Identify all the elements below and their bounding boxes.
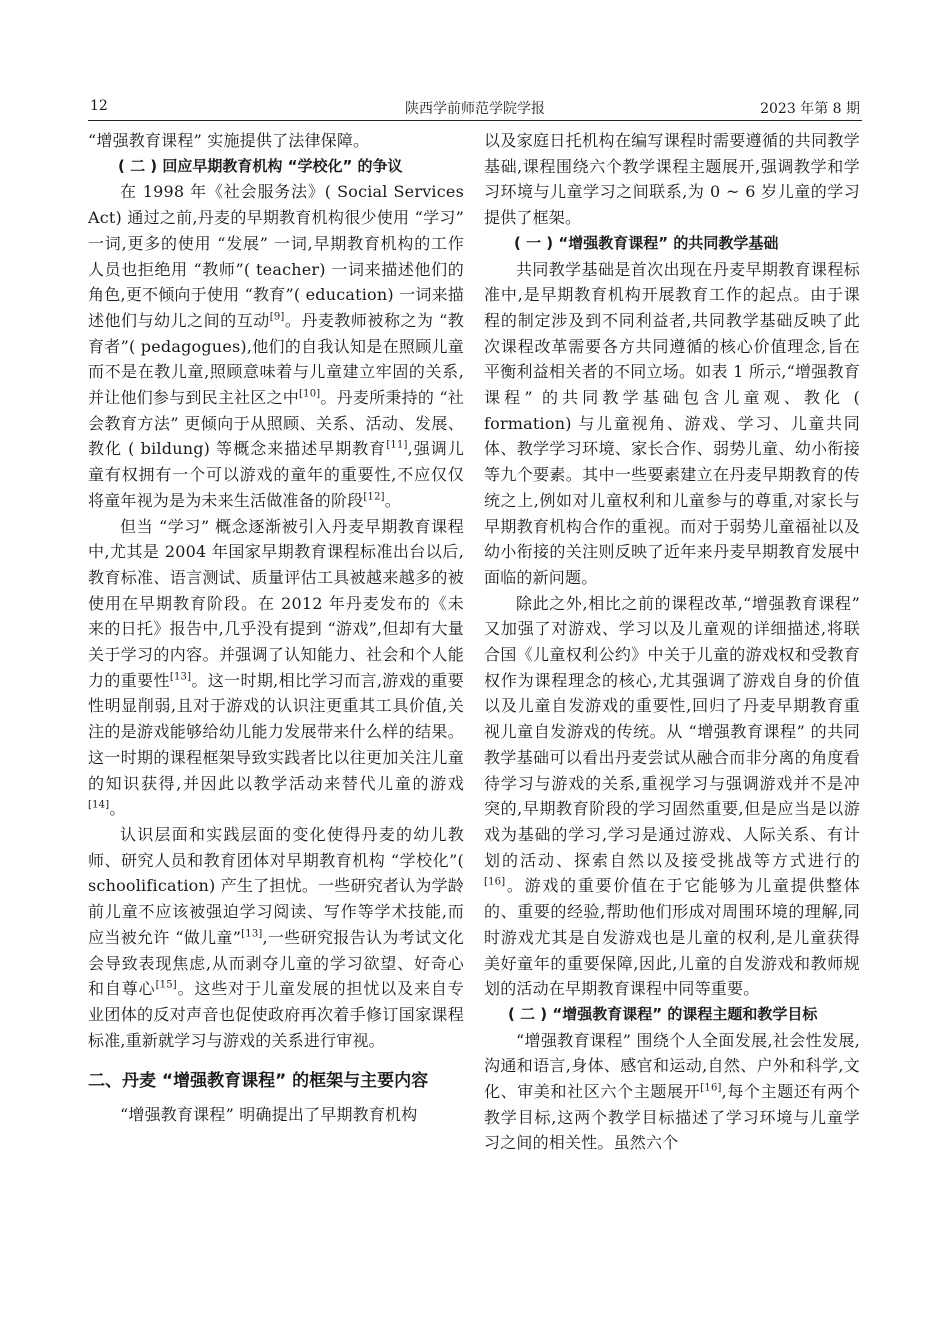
paragraph-text: 。游戏的重要价值在于它能够为儿童提供整体的、重要的经验,帮助他们形成对周围环境的理解,同时游戏尤其是自发游戏也是儿童的权利,是儿童获得美好童年的重要保障,因此,儿童的自发游戏和教师规划的活动在早期教育课程中同等重要。 xyxy=(484,876,860,999)
paragraph-text: 。这一时期,相比学习而言,游戏的重要性明显削弱,且对于游戏的认识注更重其工具价值,关注的是游戏能够给幼儿能力发展带来什么样的结果。这一时期的课程框架导致实践者比以往更加关注儿童的知识获得,并因此以教学活动来替代儿童的游戏 xyxy=(88,670,464,793)
section-heading: ( 二 ) 回应早期教育机构 “学校化” 的争议 xyxy=(118,156,403,175)
citation-ref: [14] xyxy=(88,799,110,811)
citation-ref: [15] xyxy=(155,979,177,991)
paragraph-text: ,强调儿童有权拥有一个可以游戏的童年的重要性,不应仅仅将童年视为是为未来生活做准备的阶段 xyxy=(88,439,464,510)
paragraph xyxy=(484,1028,860,1157)
paragraph xyxy=(484,591,860,1002)
paragraph-text: ,每个主题还有两个教学目标,这两个教学目标描述了学习环境与儿童学习之间的相关性。虽然六个 xyxy=(484,1082,860,1153)
paragraph: “增强教育课程” 实施提供了法律保障。 xyxy=(88,131,370,150)
citation-ref: [12] xyxy=(363,491,385,503)
paragraph-text: 。 xyxy=(109,799,126,819)
journal-title: 陕西学前师范学院学报 xyxy=(405,101,545,117)
section-heading: ( 二 ) “增强教育课程” 的课程主题和教学目标 xyxy=(508,1004,818,1023)
section-heading: ( 一 ) “增强教育课程” 的共同教学基础 xyxy=(514,233,779,252)
paragraph-text: 在 1998 年《社会服务法》( Social Services Act) 通过之前,丹麦的早期教育机构很少使用 “学习” 一词,更多的使用 “发展” 一词,早期教育机构的工作人员也拒绝用 “教师”( teacher) 一词来描述他们的角色,更不倾向于使用 “教育”( education) 一词来描述他们与幼儿之间的互动 xyxy=(88,182,464,330)
paragraph-text: “增强教育课程” 围绕个人全面发展,社会性发展,沟通和语言,身体、感官和运动,自然、户外和科学,文化、审美和社区六个主题展开 xyxy=(484,1030,860,1102)
paragraph-text: 认识层面和实践层面的变化使得丹麦的幼儿教师、研究人员和教育团体对早期教育机构 “学校化”( schoolification) 产生了担忧。一些研究者认为学龄前儿童不应该被强迫学习阅读、写作等学术技能,而应当被允许 “做儿童” xyxy=(88,824,464,947)
page-number: 12 xyxy=(90,98,108,114)
paragraph: “增强教育课程” 明确提出了早期教育机构 xyxy=(120,1105,418,1125)
issue-label: 2023 年第 8 期 xyxy=(760,101,860,117)
citation-ref: [10] xyxy=(299,388,321,400)
citation-ref: [9] xyxy=(269,311,285,323)
paragraph xyxy=(88,514,464,822)
paragraph-text: 除此之外,相比之前的课程改革,“增强教育课程” 又加强了对游戏、学习以及儿童观的详细描述,将联合国《儿童权利公约》中关于儿童的游戏权和受教育权作为课程理念的核心,尤其强调了游戏自身的价值以及儿童自发游戏的重要性,回归了丹麦早期教育重视儿童自发游戏的传统。从 “增强教育课程” 的共同教学基础可以看出丹麦尝试从融合而非分离的角度看待学习与游戏的关系,重视学习与强调游戏并不是冲突的,早期教育阶段的学习固然重要,但是应当是以游戏为基础的学习,学习是通过游戏、人际关系、有计划的活动、探索自然以及接受挑战等方式进行的 xyxy=(484,593,860,870)
paragraph-text: 但当 “学习” 概念逐渐被引入丹麦早期教育课程中,尤其是 2004 年国家早期教育课程标准出台以后,教育标准、语言测试、质量评估工具被越来越多的被使用在早期教育阶段。在 2012 年丹麦发布的《未来的日托》报告中,几乎没有提到 “游戏”,但却有大量关于学习的内容。并强调了认知能力、社会和个人能力的重要性 xyxy=(88,516,464,690)
paragraph-text: ,一些研究报告认为考试文化会导致表现焦虑,从而剥夺儿童的学习欲望、好奇心和自尊心 xyxy=(88,927,465,999)
paragraph-text: 。这些对于儿童发展的担忧以及来自专业团体的反对声音也促使政府再次着手修订国家课程标准,重新就学习与游戏的关系进行审视。 xyxy=(88,979,464,1050)
paragraph: 以及家庭日托机构在编写课程时需要遵循的共同教学基础,课程围绕六个教学课程主题展开,强调教学和学习环境与儿童学习之间联系,为 0 ~ 6 岁儿童的学习提供了框架。 xyxy=(484,131,860,228)
right-column xyxy=(484,128,860,1156)
citation-ref: [11] xyxy=(386,440,408,452)
paragraph-text: 。丹麦教师被称之为 “教育者”( pedagogues),他们的自我认知是在照顾儿童而不是在教儿童,照顾意味着与儿童建立牢固的关系,并让他们参与到民主社区之中 xyxy=(88,310,465,408)
paragraph xyxy=(88,179,464,513)
paragraph-text: 。 xyxy=(384,490,401,510)
paragraph: 共同教学基础是首次出现在丹麦早期教育课程标准中,是早期教育机构开展教育工作的起点。由于课程的制定涉及到不同利益者,共同教学基础反映了此次课程改革需要各方共同遵循的核心价值理念,旨在平衡利益相关者的不同立场。如表 1 所示,“增强教育课程” 的共同教学基础包含儿童观、教化 ( formation) 与儿童视角、游戏、学习、儿童共同体、教学学习环境、家长合作、弱势儿童、幼小衔接等九个要素。其中一些要素建立在丹麦早期教育的传统之上,例如对儿童权利和儿童参与的尊重,对家长与早期教育机构合作的重视。而对于弱势儿童福祉以及幼小衔接的关注则反映了近年来丹麦早期教育发展中面临的新问题。 xyxy=(484,259,860,587)
paragraph xyxy=(88,822,464,1053)
left-column xyxy=(88,128,464,1128)
citation-ref: [16] xyxy=(484,877,506,889)
citation-ref: [13] xyxy=(241,928,263,940)
running-header xyxy=(88,96,862,121)
paragraph-text: 。丹麦所秉持的 “社会教育方法” 更倾向于从照顾、关系、活动、发展、教化 ( bildung) 等概念来描述早期教育 xyxy=(88,388,464,459)
chapter-heading: 二、丹麦 “增强教育课程” 的框架与主要内容 xyxy=(88,1071,429,1092)
citation-ref: [13] xyxy=(169,671,192,683)
citation-ref: [16] xyxy=(700,1082,722,1094)
